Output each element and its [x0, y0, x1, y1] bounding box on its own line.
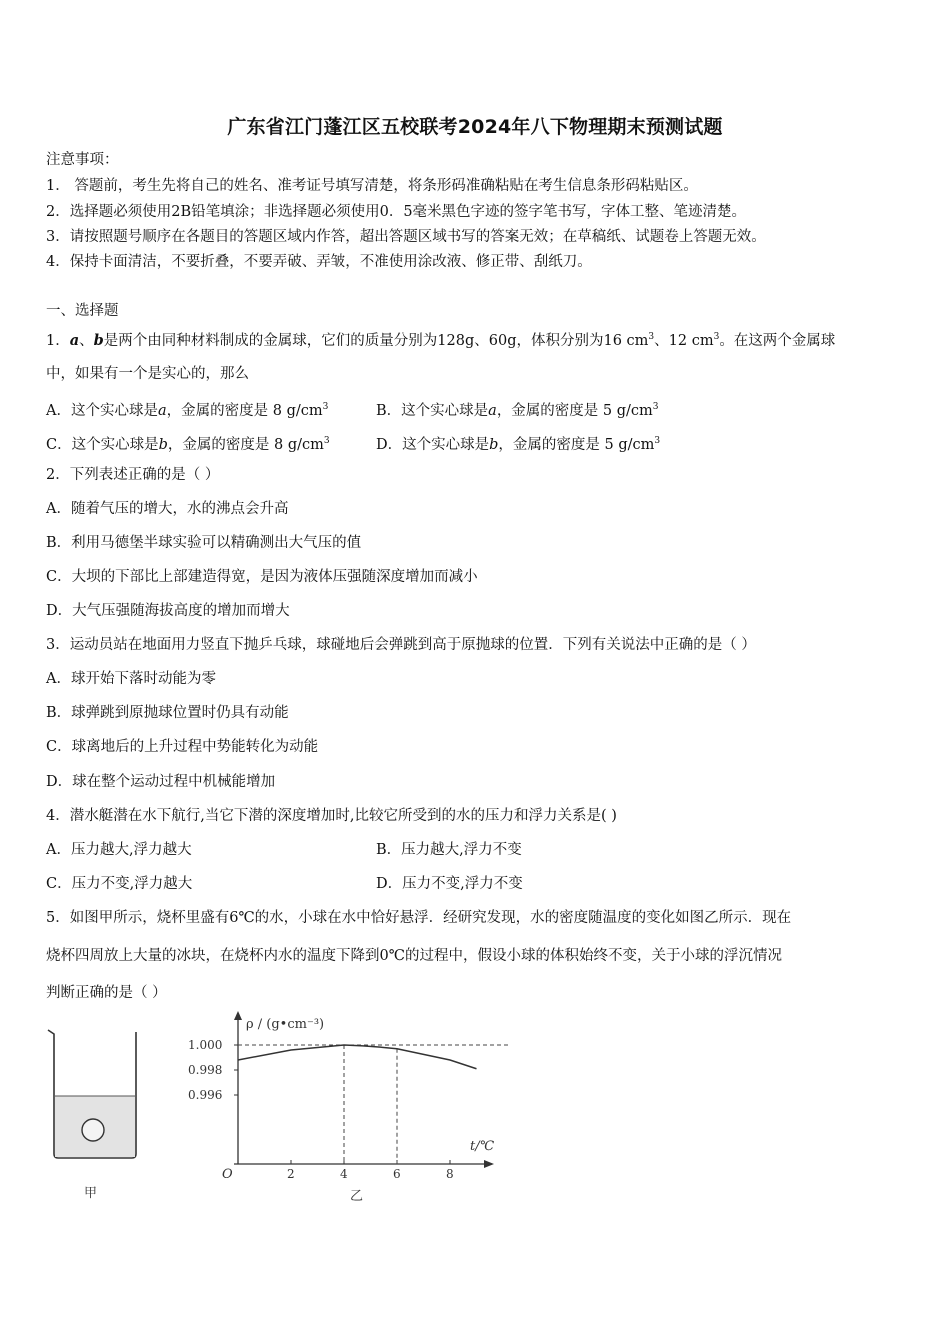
ball-shape [82, 1119, 104, 1141]
q3-option-c: C．球离地后的上升过程中势能转化为动能 [46, 739, 319, 755]
notice-heading: 注意事项： [46, 152, 119, 168]
q3-stem: 3．运动员站在地面用力竖直下抛乒乓球，球碰地后会弹跳到高于原抛球的位置．下列有关说法中正确的是（ ） [46, 637, 756, 653]
q4-option-d: D．压力不变,浮力不变 [376, 876, 523, 892]
density-curve [238, 1045, 477, 1069]
q3-option-b: B．球弹跳到原抛球位置时仍具有动能 [46, 705, 289, 721]
y-tick-label: 0.996 [188, 1088, 223, 1102]
q4-stem: 4．潜水艇潜在水下航行,当它下潜的深度增加时,比较它所受到的水的压力和浮力关系是( ) [46, 808, 617, 824]
origin-label: O [222, 1167, 233, 1182]
notice-item-2: 2．选择题必须使用2B铅笔填涂；非选择题必须使用0．5毫米黑色字迹的签字笔书写，字体工整、笔迹清楚。 [46, 204, 747, 220]
notice-item-4: 4．保持卡面清洁，不要折叠，不要弄破、弄皱，不准使用涂改液、修正带、刮纸刀。 [46, 254, 592, 270]
q4-option-b: B．压力越大,浮力不变 [376, 842, 522, 858]
q2-stem: 2．下列表述正确的是（ ） [46, 467, 220, 483]
q3-option-a: A．球开始下落时动能为零 [46, 671, 216, 687]
q1-option-d: D．这个实心球是b，金属的密度是 5 $g/cm^3$ [376, 436, 661, 453]
q1-stem-line2: 中，如果有一个是实心的，那么 [46, 366, 249, 382]
y-tick-label: 0.998 [188, 1063, 223, 1077]
y-axis-arrow [234, 1011, 242, 1020]
figure-jia-label: 甲 [84, 1186, 98, 1201]
x-tick-label: 4 [340, 1167, 348, 1181]
q1-option-a: A．这个实心球是a，金属的密度是 8 $g/cm^3$ [46, 402, 329, 419]
x-tick-label: 2 [287, 1167, 295, 1181]
q2-option-c: C．大坝的下部比上部建造得宽，是因为液体压强随深度增加而减小 [46, 569, 478, 585]
q2-option-a: A．随着气压的增大，水的沸点会升高 [46, 501, 289, 517]
q4-option-a: A．压力越大,浮力越大 [46, 842, 192, 858]
y-axis-label: ρ / (g•cm⁻³) [246, 1017, 325, 1032]
q5-stem-line1: 5．如图甲所示，烧杯里盛有6℃的水，小球在水中恰好悬浮．经研究发现，水的密度随温度的变化如图乙所示．现在 [46, 910, 792, 926]
page-title: 广东省江门蓬江区五校联考2024年八下物理期末预测试题 [227, 116, 723, 138]
x-tick-label: 6 [393, 1167, 401, 1181]
x-tick-label: 8 [446, 1167, 454, 1181]
x-axis-arrow [484, 1160, 494, 1168]
q1-option-b: B．这个实心球是a，金属的密度是 5 $g/cm^3$ [376, 402, 659, 419]
q1-option-c: C．这个实心球是b，金属的密度是 8 $g/cm^3$ [46, 436, 330, 453]
q2-option-b: B．利用马德堡半球实验可以精确测出大气压的值 [46, 535, 362, 551]
notice-item-1: 1． 答题前，考生先将自己的姓名、准考证号填写清楚，将条形码准确粘贴在考生信息条形码粘贴区。 [46, 178, 698, 194]
y-tick-label: 1.000 [188, 1038, 223, 1052]
q5-figure [40, 1008, 520, 1208]
notice-item-3: 3．请按照题号顺序在各题目的答题区域内作答，超出答题区域书写的答案无效；在草稿纸、试题卷上答题无效。 [46, 229, 766, 245]
q5-stem-line3: 判断正确的是（ ） [46, 985, 167, 1001]
density-chart [188, 1011, 508, 1182]
section-heading: 一、选择题 [46, 303, 119, 319]
q1-stem-line1: 1．a、b是两个由同种材料制成的金属球，它们的质量分别为128g、60g，体积分别为16 $cm^3$、12 $cm^3$。在这两个金属球 [46, 332, 836, 349]
q3-option-d: D．球在整个运动过程中机械能增加 [46, 774, 276, 790]
x-axis-label: t/℃ [470, 1139, 495, 1154]
q5-stem-line2: 烧杯四周放上大量的冰块，在烧杯内水的温度下降到0℃的过程中，假设小球的体积始终不变，关于小球的浮沉情况 [46, 948, 782, 964]
q2-option-d: D．大气压强随海拔高度的增加而增大 [46, 603, 290, 619]
q4-option-c: C．压力不变,浮力越大 [46, 876, 193, 892]
beaker-illustration [48, 1030, 136, 1158]
figure-yi-label: 乙 [350, 1189, 364, 1204]
